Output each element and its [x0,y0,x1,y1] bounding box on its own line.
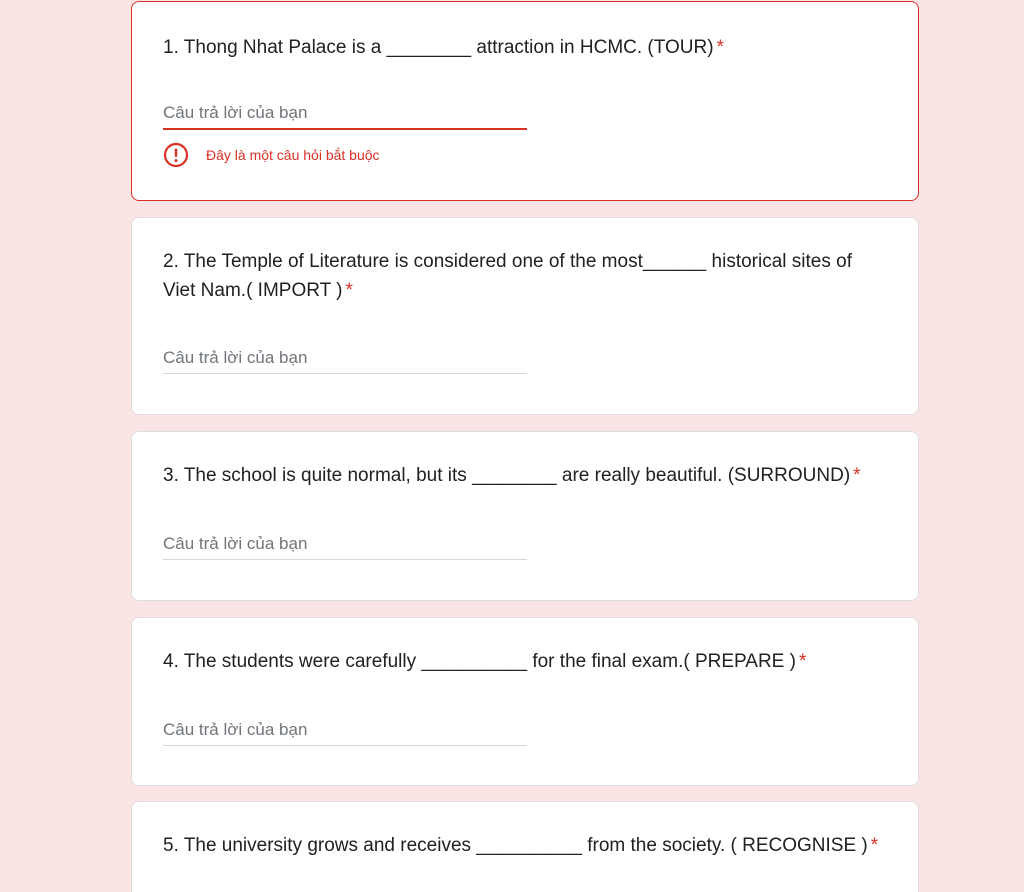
required-error-message [163,142,380,168]
answer-input-3[interactable] [163,528,527,560]
question-title-4 [163,647,888,676]
required-asterisk: * [798,651,807,672]
answer-input-4[interactable] [163,714,527,746]
question-title-3 [163,461,888,490]
question-title-1 [163,33,888,62]
question-text-1: 1. Thong Nhat Palace is a ________ attraction in HCMC. (TOUR) [163,37,714,58]
error-exclamation-icon [163,142,189,168]
required-asterisk: * [345,280,353,301]
question-card-3 [131,431,919,601]
question-card-1 [131,1,919,201]
question-card-5 [131,801,919,892]
question-text-5: 5. The university grows and receives __________ from the society. ( RECOGNISE ) [163,835,868,856]
question-text-3: 3. The school is quite normal, but its ________ are really beautiful. (SURROUND) [163,465,851,486]
error-text: Đây là một câu hỏi bắt buộc [206,147,380,163]
answer-input-2[interactable] [163,342,527,374]
question-text-4: 4. The students were carefully __________ for the final exam.( PREPARE ) [163,651,796,672]
answer-input-1[interactable] [163,98,527,130]
required-asterisk: * [716,37,724,58]
question-text-2: 2. The Temple of Literature is considered one of the most______ historical sites of Viet Nam.( IMPORT ) [163,251,852,301]
question-card-4 [131,617,919,786]
question-title-5 [163,831,888,860]
question-card-2 [131,217,919,415]
question-title-2 [163,247,888,305]
required-asterisk: * [870,835,879,856]
required-asterisk: * [853,465,861,486]
